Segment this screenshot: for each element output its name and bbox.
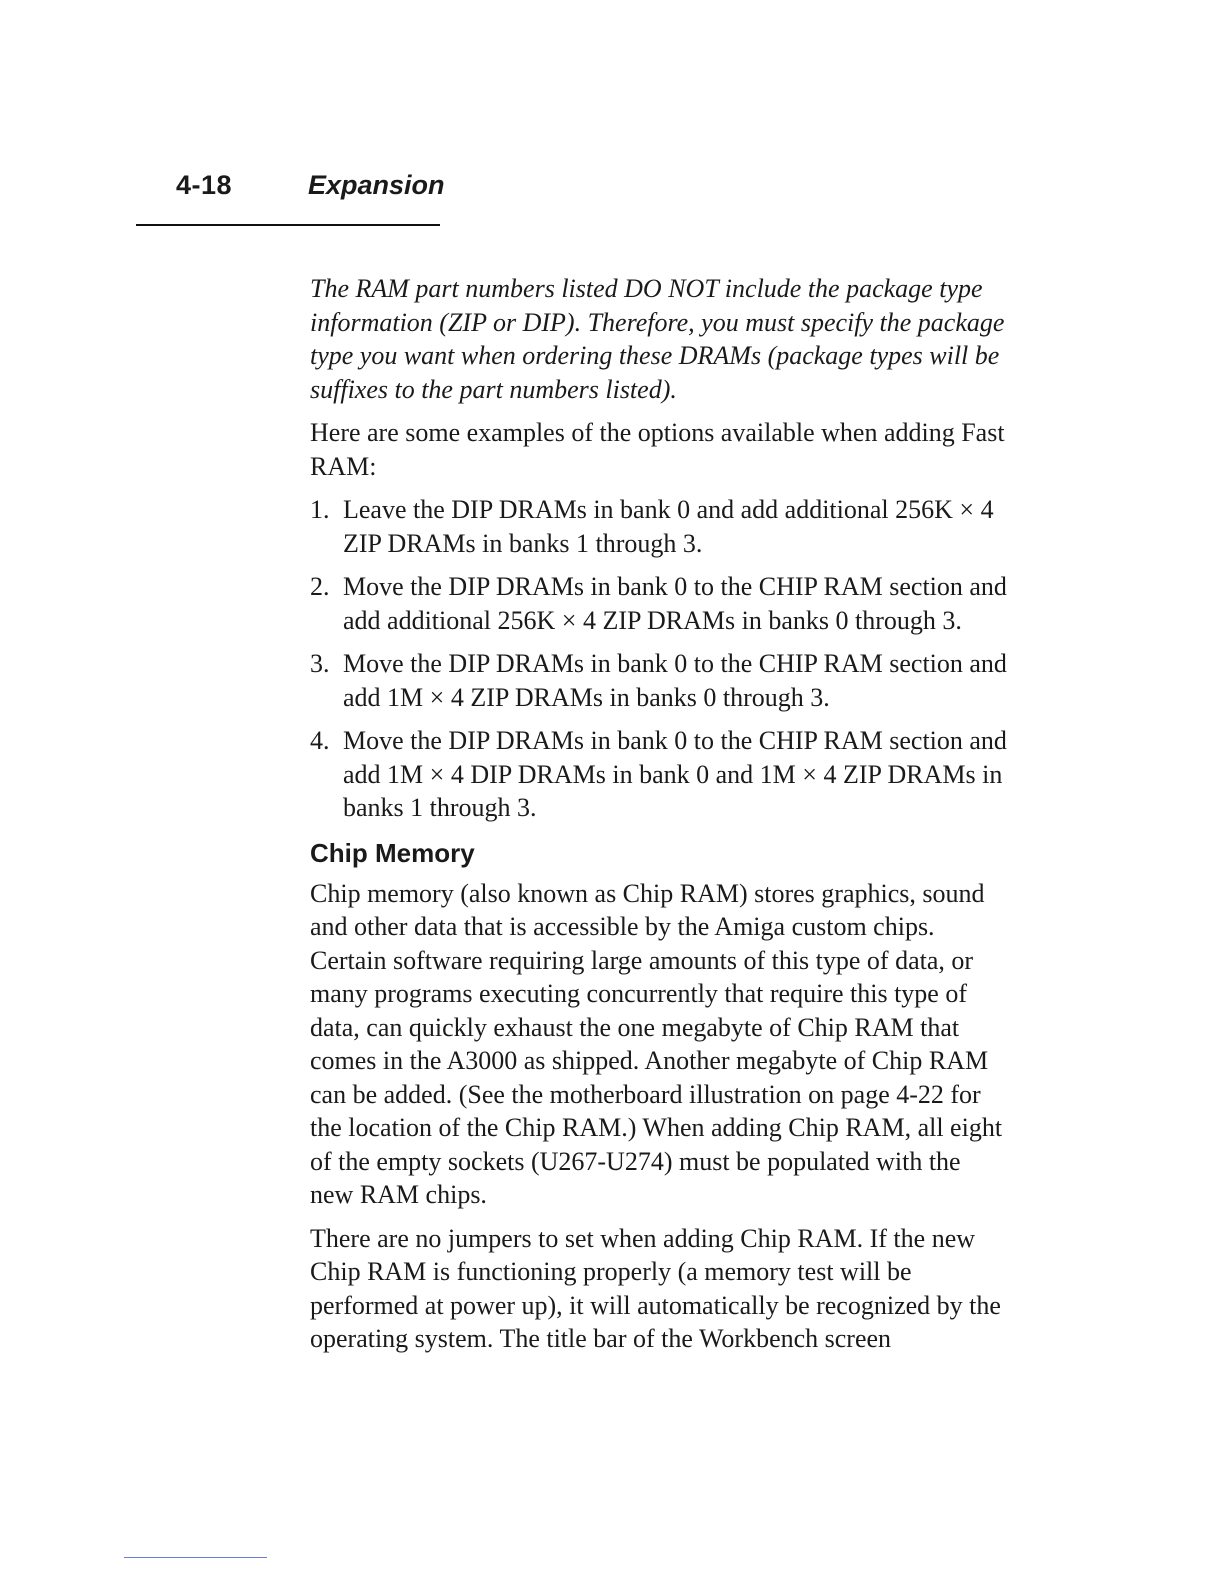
examples-intro: Here are some examples of the options available when adding Fast RAM: (310, 418, 1005, 481)
chip-memory-paragraph: There are no jumpers to set when adding Chip RAM. If the new Chip RAM is functioning properly (a memory test will be performed at power up), it will automatically be recognized by the operating system. The title bar of the Workbench screen (310, 1223, 1001, 1353)
examples-list (310, 493, 1010, 825)
chapter-title: Expansion (308, 170, 445, 200)
list-item-number: 1. (310, 495, 330, 524)
list-item-text: Move the DIP DRAMs in bank 0 to the CHIP RAM section and add additional 256K × 4 ZIP DRAMs in banks 0 through 3. (343, 572, 1007, 635)
page-number: 4-18 (176, 170, 233, 200)
list-item (310, 570, 1010, 637)
page-body (310, 272, 1010, 1366)
list-item-text: Leave the DIP DRAMs in bank 0 and add additional 256K × 4 ZIP DRAMs in banks 1 through 3. (343, 495, 994, 558)
list-item (310, 493, 1010, 560)
footer-rule (124, 1557, 267, 1558)
list-item-number: 2. (310, 572, 330, 601)
list-item-text: Move the DIP DRAMs in bank 0 to the CHIP RAM section and add 1M × 4 ZIP DRAMs in banks 0 through 3. (343, 649, 1007, 712)
chip-memory-paragraph: Chip memory (also known as Chip RAM) stores graphics, sound and other data that is accessible by the Amiga custom chips. Certain software requiring large amounts of this type of data, or many programs executing concurrently that require this type of data, can quickly exhaust the one megabyte of Chip RAM that comes in the A3000 as shipped. Another megabyte of Chip RAM can be added. (See the motherboard illustration on page 4-22 for the location of the Chip RAM.) When adding Chip RAM, all eight of the empty sockets (U267-U274) must be populated with the new RAM chips. (310, 878, 1003, 1209)
list-item-number: 4. (310, 726, 330, 755)
section-heading: Chip Memory (310, 837, 475, 868)
list-item (310, 724, 1010, 825)
running-header (136, 170, 445, 226)
list-item-text: Move the DIP DRAMs in bank 0 to the CHIP RAM section and add 1M × 4 DIP DRAMs in bank 0 and 1M × 4 ZIP DRAMs in banks 1 through 3. (343, 726, 1007, 822)
list-item-number: 3. (310, 649, 330, 678)
part-number-note: The RAM part numbers listed DO NOT include the package type information (ZIP or DIP). Therefore, you must specify the package type you want when ordering these DRAMs (package types will be suffixes to the part numbers listed). (310, 274, 1005, 404)
list-item (310, 647, 1010, 714)
